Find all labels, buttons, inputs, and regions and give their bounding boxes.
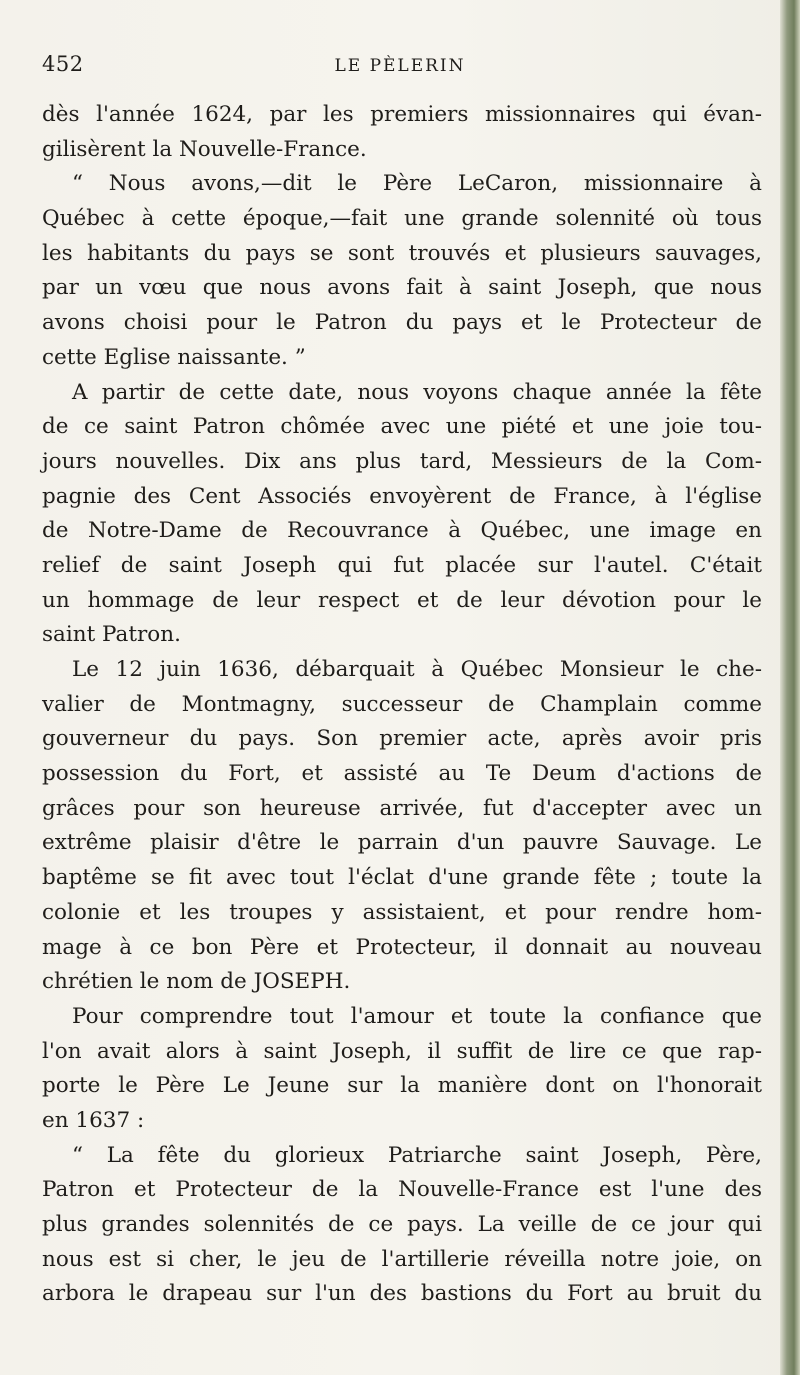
- text-line: “ Nous avons,—dit le Père LeCaron, missionnaire à: [72, 171, 762, 197]
- text-line: nous est si cher, le jeu de l'artillerie réveilla notre joie, on: [42, 1246, 762, 1272]
- text-line: Patron et Protecteur de la Nouvelle-France est l'une des: [42, 1177, 762, 1203]
- text-line: A partir de cette date, nous voyons chaque année la fête: [72, 379, 762, 405]
- text-line: par un vœu que nous avons fait à saint Joseph, que nous: [42, 275, 762, 301]
- text-line: mage à ce bon Père et Protecteur, il donnait au nouveau: [42, 934, 762, 960]
- text-line: un hommage de leur respect et de leur dévotion pour le: [42, 587, 762, 613]
- running-title: LE PÈLERIN: [334, 56, 466, 76]
- text-line: gouverneur du pays. Son premier acte, après avoir pris: [42, 726, 762, 752]
- text-line: porte le Père Le Jeune sur la manière dont on l'honorait: [42, 1073, 762, 1099]
- text-line: chrétien le nom de JOSEPH.: [42, 969, 351, 995]
- text-line: extrême plaisir d'être le parrain d'un pauvre Sauvage. Le: [42, 830, 762, 856]
- text-line: relief de saint Joseph qui fut placée sur l'autel. C'était: [42, 552, 762, 578]
- text-line: avons choisi pour le Patron du pays et le Protecteur de: [42, 310, 762, 336]
- text-line: l'on avait alors à saint Joseph, il suffit de lire ce que rap-: [42, 1038, 762, 1064]
- text-line: possession du Fort, et assisté au Te Deum d'actions de: [42, 761, 762, 787]
- text-line: “ La fête du glorieux Patriarche saint Joseph, Père,: [72, 1142, 762, 1168]
- text-line: valier de Montmagny, successeur de Champlain comme: [42, 691, 762, 717]
- body-text: [42, 98, 762, 1312]
- text-line: jours nouvelles. Dix ans plus tard, Messieurs de la Com-: [42, 448, 762, 474]
- text-line: Pour comprendre tout l'amour et toute la confiance que: [72, 1003, 762, 1029]
- text-line: de ce saint Patron chômée avec une piété et une joie tou-: [42, 414, 762, 440]
- text-line: pagnie des Cent Associés envoyèrent de France, à l'église: [42, 483, 762, 509]
- text-line: de Notre-Dame de Recouvrance à Québec, une image en: [42, 518, 762, 544]
- page-number: 452: [42, 52, 84, 76]
- page-edge: [780, 0, 800, 1375]
- text-line: saint Patron.: [42, 622, 181, 648]
- text-line: dès l'année 1624, par les premiers missionnaires qui évan-: [42, 102, 762, 127]
- page-header: [40, 52, 760, 84]
- text-line: arbora le drapeau sur l'un des bastions du Fort au bruit du: [42, 1281, 762, 1307]
- text-line: en 1637 :: [42, 1107, 145, 1133]
- text-line: Québec à cette époque,—fait une grande solennité où tous: [42, 206, 762, 232]
- text-line: baptême se fit avec tout l'éclat d'une grande fête ; toute la: [42, 865, 762, 891]
- text-line: cette Eglise naissante. ”: [42, 344, 306, 370]
- text-line: colonie et les troupes y assistaient, et pour rendre hom-: [42, 899, 762, 925]
- text-line: grâces pour son heureuse arrivée, fut d'accepter avec un: [42, 795, 762, 821]
- text-line: gilisèrent la Nouvelle-France.: [42, 136, 367, 162]
- text-line: les habitants du pays se sont trouvés et plusieurs sauvages,: [42, 240, 762, 266]
- text-line: plus grandes solennités de ce pays. La veille de ce jour qui: [42, 1212, 762, 1237]
- text-line: Le 12 juin 1636, débarquait à Québec Monsieur le che-: [72, 657, 762, 682]
